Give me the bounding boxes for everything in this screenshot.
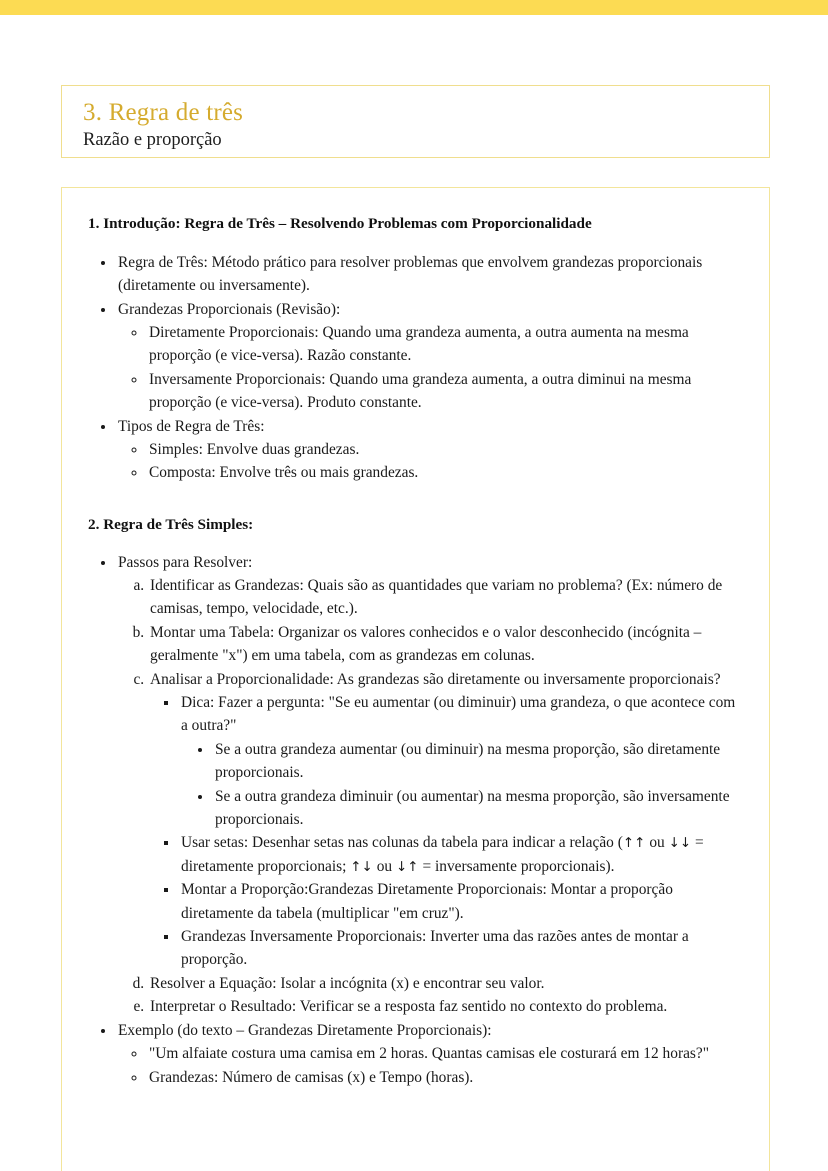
section-1-list (88, 251, 743, 485)
list-item-text: Tipos de Regra de Três: (118, 417, 265, 435)
list-item (148, 668, 743, 972)
list-item (147, 1042, 743, 1065)
list-item-text: Interpretar o Resultado: Verificar se a resposta faz sentido no contexto do problema. (150, 998, 668, 1016)
section-heading-1: 1. Introdução: Regra de Três – Resolvendo Problemas com Proporcionalidade (88, 215, 592, 232)
list-item-text: Se a outra grandeza aumentar (ou diminuir) na mesma proporção, são diretamente proporcionais. (215, 740, 721, 782)
steps-list (118, 574, 743, 1019)
arrow-down-down-icon: ↓↓ (668, 835, 692, 852)
arrow-down-up-icon: ↓↑ (395, 858, 419, 875)
list-item (116, 298, 743, 415)
list-item-text: Resolver a Equação: Isolar a incógnita (x) e encontrar seu valor. (150, 974, 545, 992)
list-item-text: Usar setas: Desenhar setas nas colunas da tabela para indicar a relação ( (181, 834, 623, 852)
list-item (148, 972, 743, 995)
list-item (147, 438, 743, 461)
page-subtitle: Razão e proporção (83, 130, 222, 150)
list-item (213, 785, 743, 832)
list-item-text: "Um alfaiate costura uma camisa em 2 horas. Quantas camisas ele costurará em 12 horas?" (149, 1045, 709, 1063)
conjunction-text: ou (645, 834, 669, 852)
sublist (118, 321, 743, 415)
list-item (116, 1019, 743, 1089)
section-heading-2: 2. Regra de Três Simples: (88, 515, 254, 533)
arrow-up-up-icon: ↑↑ (622, 835, 646, 852)
conjunction-text: ou (372, 857, 396, 875)
list-item-text: Regra de Três: Método prático para resolver problemas que envolvem grandezas proporcionais (diretamente ou inversamente). (118, 253, 703, 295)
list-item (116, 415, 743, 485)
list-item (213, 738, 743, 785)
list-item (179, 878, 743, 925)
sublist (118, 438, 743, 485)
top-accent-bar (0, 0, 828, 15)
list-item (116, 551, 743, 1019)
section-2-list (88, 551, 743, 1089)
title-card (61, 85, 770, 158)
page-title: 3. Regra de três (83, 99, 244, 126)
list-item-text: Grandezas Proporcionais (Revisão): (118, 300, 341, 318)
list-item (179, 691, 743, 831)
list-item-text-end: = inversamente proporcionais). (418, 857, 615, 875)
list-item (147, 368, 743, 415)
list-item-text: Grandezas: Número de camisas (x) e Tempo (horas). (149, 1068, 474, 1086)
list-item (148, 574, 743, 621)
list-item-text: Exemplo (do texto – Grandezas Diretamente Proporcionais): (118, 1021, 492, 1039)
list-item (148, 995, 743, 1018)
list-item-text: Passos para Resolver: (118, 553, 253, 571)
list-item-text: Composta: Envolve três ou mais grandezas. (149, 464, 419, 482)
list-item-text: Inversamente Proporcionais: Quando uma grandeza aumenta, a outra diminui na mesma proporção (e vice-versa). Produto constante. (149, 370, 692, 412)
list-item-text: Simples: Envolve duas grandezas. (149, 441, 360, 458)
list-item (148, 621, 743, 668)
sublist (181, 738, 743, 832)
list-item-text: Diretamente Proporcionais: Quando uma grandeza aumenta, a outra aumenta na mesma proporção (e vice-versa). Razão constante. (149, 323, 689, 365)
list-item (179, 925, 743, 972)
list-item-text: Identificar as Grandezas: Quais são as quantidades que variam no problema? (Ex: número de camisas, tempo, velocidade, etc.). (150, 576, 723, 618)
list-item-text: Montar a Proporção:Grandezas Diretamente Proporcionais: Montar a proporção diretamente da tabela (multiplicar "em cruz"). (181, 881, 673, 922)
content-card (61, 187, 770, 1171)
arrow-up-down-icon: ↑↓ (350, 858, 373, 875)
list-item (147, 321, 743, 368)
list-item-text: Se a outra grandeza diminuir (ou aumentar) na mesma proporção, são inversamente proporcionais. (215, 787, 730, 829)
list-item-arrows (179, 831, 743, 878)
list-item (147, 1066, 743, 1089)
list-item-text-cont: = diretamente proporcionais; (181, 834, 704, 875)
list-item-text: Grandezas Inversamente Proporcionais: Inverter uma das razões antes de montar a proporção. (181, 928, 689, 969)
list-item-text: Analisar a Proporcionalidade: As grandezas são diretamente ou inversamente proporcionais? (150, 670, 721, 688)
sublist (118, 1042, 743, 1089)
list-item (147, 461, 743, 484)
list-item-text: Dica: Fazer a pergunta: "Se eu aumentar (ou diminuir) uma grandeza, o que acontece com a outra?" (181, 694, 736, 735)
sublist (150, 691, 743, 972)
list-item-text: Montar uma Tabela: Organizar os valores conhecidos e o valor desconhecido (incógnita – geralmente "x") em uma tabela, com as grandezas em colunas. (150, 623, 702, 665)
list-item (116, 251, 743, 298)
